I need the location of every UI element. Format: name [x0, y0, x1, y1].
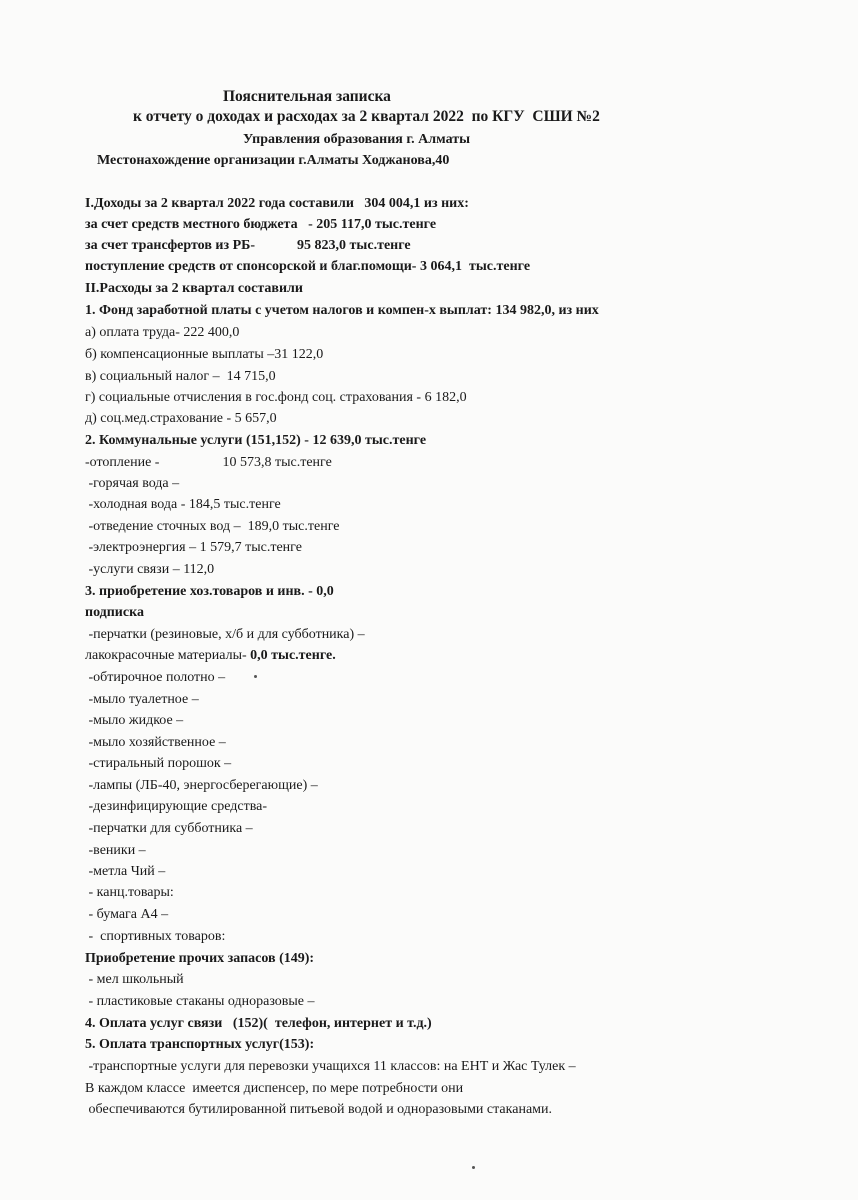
supplies-paint-value: 0,0 тыс.тенге. [250, 648, 336, 663]
supplies-item: -мыло туалетное – [85, 692, 199, 707]
payroll-item: в) социальный налог – 14 715,0 [85, 369, 276, 384]
supplies-item: -лампы (ЛБ-40, энергосберегающие) – [85, 778, 318, 793]
payroll-heading: 1. Фонд заработной платы с учетом налогов и компен-х выплат: 134 982,0, из них [85, 303, 599, 318]
supplies-item: - канц.товары: [85, 885, 174, 900]
utilities-item: -горячая вода – [85, 476, 180, 491]
transport-heading: 5. Оплата транспортных услуг(153): [85, 1037, 315, 1052]
document-subtitle: к отчету о доходах и расходах за 2 квартал 2022 по КГУ СШИ №2 [133, 108, 600, 125]
communication-heading: 4. Оплата услуг связи (152)( телефон, интернет и т.д.) [85, 1016, 432, 1031]
supplies-paint-label: лакокрасочные материалы- [85, 648, 251, 663]
payroll-item: г) социальные отчисления в гос.фонд соц. страхования - 6 182,0 [85, 390, 467, 405]
income-heading: I.Доходы за 2 квартал 2022 года составили 304 004,1 из них: [85, 196, 469, 211]
document-title: Пояснительная записка [223, 88, 391, 105]
income-transfers: за счет трансфертов из РБ- 95 823,0 тыс.тенге [85, 238, 411, 253]
supplies-gloves: -перчатки (резиновые, х/б и для субботника) – [85, 627, 365, 642]
supplies-item: -метла Чий – [85, 864, 166, 879]
utilities-item: -отопление - 10 573,8 тыс.тенге [85, 455, 332, 470]
utilities-item: -холодная вода - 184,5 тыс.тенге [85, 497, 281, 512]
location-line: Местонахождение организации г.Алматы Ходжанова,40 [97, 153, 450, 168]
transport-line: -транспортные услуги для перевозки учащихся 11 классов: на ЕНТ и Жас Тулек – [85, 1059, 576, 1074]
supplies-item: - спортивных товаров: [85, 929, 226, 944]
supplies-item: - бумага А4 – [85, 907, 169, 922]
income-sponsorship: поступление средств от спонсорской и благ.помощи- 3 064,1 тыс.тенге [85, 259, 531, 274]
other-stock-heading: Приобретение прочих запасов (149): [85, 951, 315, 966]
other-stock-item: - мел школьный [85, 972, 184, 987]
payroll-item: б) компенсационные выплаты –31 122,0 [85, 347, 324, 362]
income-local-budget: за счет средств местного бюджета - 205 117,0 тыс.тенге [85, 217, 437, 232]
supplies-item: -перчатки для субботника – [85, 821, 253, 836]
supplies-item: -обтирочное полотно – [85, 670, 226, 685]
supplies-item: -мыло хозяйственное – [85, 735, 226, 750]
expenses-heading: II.Расходы за 2 квартал составили [85, 281, 303, 296]
supplies-heading: 3. приобретение хоз.товаров и инв. - 0,0 [85, 584, 334, 599]
department-line: Управления образования г. Алматы [243, 132, 471, 147]
supplies-item: -дезинфицирующие средства- [85, 799, 267, 814]
other-stock-item: - пластиковые стаканы одноразовые – [85, 994, 315, 1009]
utilities-item: -отведение сточных вод – 189,0 тыс.тенге [85, 519, 340, 534]
utilities-heading: 2. Коммунальные услуги (151,152) - 12 639,0 тыс.тенге [85, 433, 427, 448]
supplies-item: -мыло жидкое – [85, 713, 184, 728]
payroll-item: д) соц.мед.страхование - 5 657,0 [85, 411, 277, 426]
supplies-subheading: подписка [85, 605, 144, 620]
transport-line: В каждом классе имеется диспенсер, по мере потребности они [85, 1081, 464, 1096]
transport-line: обеспечиваются бутилированной питьевой водой и одноразовыми стаканами. [85, 1102, 553, 1117]
utilities-item: -электроэнергия – 1 579,7 тыс.тенге [85, 540, 302, 555]
supplies-item: -стиральный порошок – [85, 756, 232, 771]
scan-speck [254, 675, 257, 678]
scan-speck [472, 1166, 475, 1169]
supplies-paint [85, 647, 336, 665]
payroll-item: а) оплата труда- 222 400,0 [85, 325, 240, 340]
supplies-item: -веники – [85, 843, 146, 858]
utilities-item: -услуги связи – 112,0 [85, 562, 215, 577]
